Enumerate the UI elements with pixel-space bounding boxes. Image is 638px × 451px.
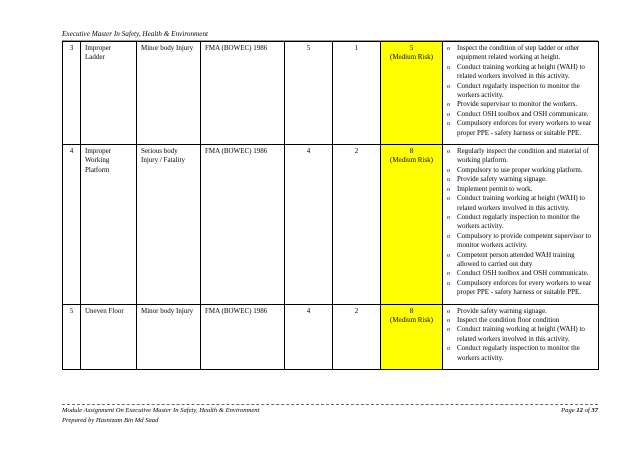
risk-label: (Medium Risk)	[390, 53, 433, 62]
severity-cell: 2	[333, 145, 381, 305]
list-item: o Conduct regularly inspection to monitor the workers activity.	[447, 213, 594, 232]
control-measures-cell	[443, 304, 599, 369]
list-item: o Conduct training working at height (WAH) to related workers involved in this activity.	[447, 325, 594, 344]
list-item: o Provide supervisor to monitor the workers.	[447, 100, 594, 109]
list-item: o Inspect the condition floor condition	[447, 316, 594, 325]
footer-author: Prepared by Hasnizam Bin Md Saad	[62, 417, 159, 424]
footer-module-title: Module Assignment On Executive Master In Safety, Health & Environment	[62, 407, 260, 414]
list-item: o Inspect the condition of step ladder or other equipment related working at height.	[447, 44, 594, 63]
page-of: of	[584, 407, 590, 414]
risk-level-cell	[381, 304, 443, 369]
risk-value: 8	[409, 147, 414, 156]
list-item: o Compulsory to use proper working platform.	[447, 166, 594, 175]
control-measures-list	[447, 44, 594, 138]
list-item: o Compulsory enforces for every workers to wear proper PPE - safety harness or suitable PPE.	[447, 279, 594, 298]
control-measures-cell	[443, 42, 599, 145]
footer-left	[62, 406, 442, 426]
list-item: o Conduct regularly inspection to monitor the workers activity.	[447, 82, 594, 101]
likelihood-cell: 4	[285, 304, 333, 369]
list-item: o Conduct OSH toolbox and OSH communicate.	[447, 110, 594, 119]
effect-cell: Serious body Injury / Fatality	[137, 145, 201, 305]
table-row	[63, 145, 599, 305]
table-row	[63, 304, 599, 369]
likelihood-cell: 5	[285, 42, 333, 145]
hazard-cell: Improper Ladder	[81, 42, 137, 145]
control-measures-list	[447, 147, 594, 298]
list-item: o Conduct OSH toolbox and OSH communicate.	[447, 269, 594, 278]
row-number: 4	[63, 145, 81, 305]
list-item: o Provide safety warning signage.	[447, 175, 594, 184]
severity-cell: 2	[333, 304, 381, 369]
hazard-cell: Uneven Floor	[81, 304, 137, 369]
hazard-cell: Improper Working Platform	[81, 145, 137, 305]
risk-label: (Medium Risk)	[390, 156, 433, 165]
legal-requirement-cell: FMA (BOWEC) 1986	[201, 145, 285, 305]
running-header: Executive Master In Safety, Health & Environment	[62, 30, 209, 38]
risk-assessment-table	[62, 41, 599, 370]
control-measures-list	[447, 307, 594, 363]
list-item: o Conduct training working at height (WAH) to related workers involved in this activity.	[447, 194, 594, 213]
row-number: 3	[63, 42, 81, 145]
footer-rule	[62, 404, 598, 405]
list-item: o Competent person attended WAH training allowed to carried out duty	[447, 251, 594, 270]
risk-label: (Medium Risk)	[390, 315, 433, 324]
row-number: 5	[63, 304, 81, 369]
legal-requirement-cell: FMA (BOWEC) 1986	[201, 304, 285, 369]
page-current: 12	[576, 407, 583, 414]
list-item: o Implement permit to work.	[447, 185, 594, 194]
list-item: o Compulsory to provide competent supervisor to monitor workers activity.	[447, 232, 594, 251]
table-row	[63, 42, 599, 145]
effect-cell: Minor body Injury	[137, 304, 201, 369]
list-item: o Conduct training working at height (WAH) to related workers involved in this activity.	[447, 63, 594, 82]
severity-cell: 1	[333, 42, 381, 145]
risk-value: 5	[409, 44, 414, 52]
effect-cell: Minor body Injury	[137, 42, 201, 145]
page-label: Page	[561, 407, 575, 414]
risk-table-body	[63, 42, 599, 370]
list-item: o Provide safety warning signage.	[447, 307, 594, 316]
control-measures-cell	[443, 145, 599, 305]
legal-requirement-cell: FMA (BOWEC) 1986	[201, 42, 285, 145]
list-item: o Conduct regularly inspection to monitor the workers activity.	[447, 344, 594, 363]
page-total: 37	[591, 407, 598, 414]
list-item: o Compulsory enforces for every workers to wear proper PPE - safety harness or suitable PPE.	[447, 119, 594, 138]
risk-level-cell	[381, 42, 443, 145]
list-item: o Regularly inspect the condition and material of working platform.	[447, 147, 594, 166]
likelihood-cell: 4	[285, 145, 333, 305]
risk-value: 8	[409, 306, 414, 315]
page-number	[478, 406, 598, 416]
risk-level-cell	[381, 145, 443, 305]
